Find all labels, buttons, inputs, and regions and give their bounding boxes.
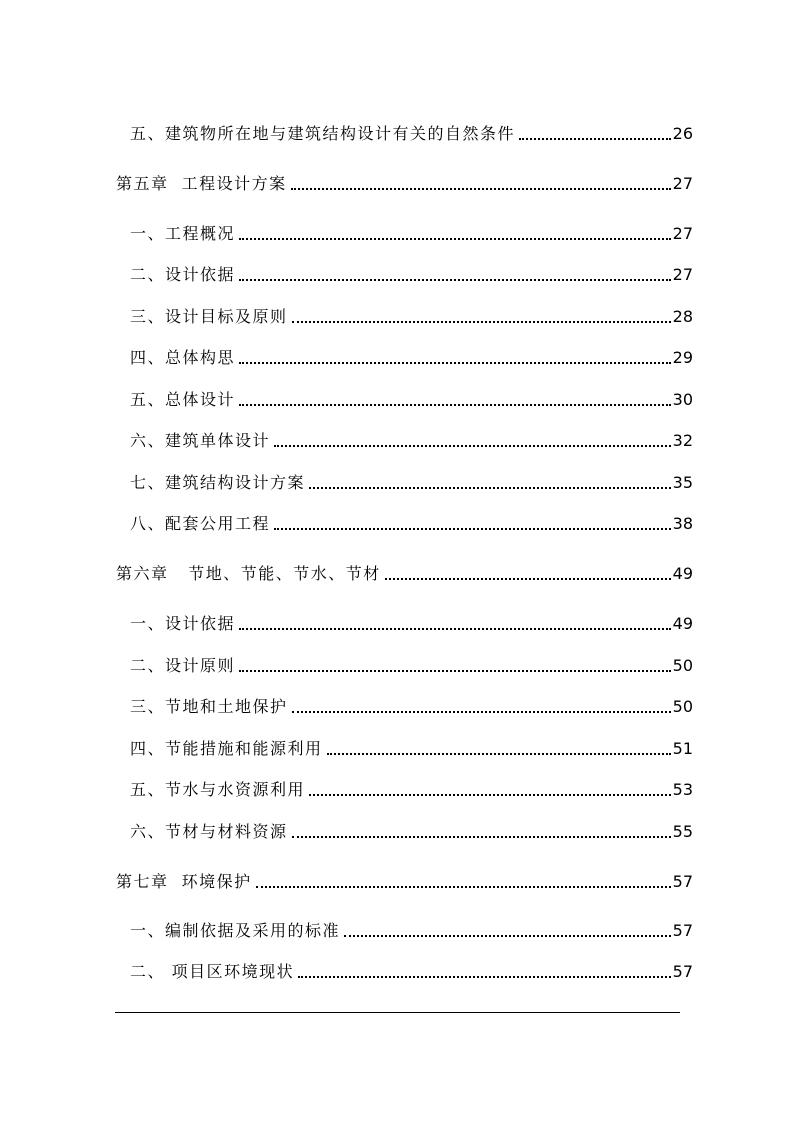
toc-entry-title: 三、设计目标及原则: [130, 307, 288, 326]
toc-entry[interactable]: [130, 917, 693, 941]
toc-entry[interactable]: [130, 693, 693, 717]
toc-entry[interactable]: [130, 427, 693, 451]
toc-entry-title: 八、配套公用工程: [130, 514, 271, 533]
toc-entry-page: 57: [672, 921, 693, 940]
dot-leader: [239, 362, 671, 364]
dot-leader: [327, 753, 671, 755]
toc-entry[interactable]: [130, 386, 693, 410]
dot-leader: [239, 279, 671, 281]
toc-entry-page: 57: [672, 872, 693, 891]
toc-chapter-entry[interactable]: [116, 868, 693, 892]
toc-entry-title: 二、设计原则: [130, 656, 236, 675]
dot-leader: [292, 711, 671, 713]
toc-entry-title: 二、 项目区环境现状: [130, 962, 295, 981]
dot-leader: [309, 487, 671, 489]
toc-entry-title: 二、设计依据: [130, 265, 236, 284]
toc-entry-title: 一、编制依据及采用的标准: [130, 921, 341, 940]
toc-entry[interactable]: [130, 610, 693, 634]
toc-entry-title: 六、建筑单体设计: [130, 431, 271, 450]
toc-entry-title: 五、建筑物所在地与建筑结构设计有关的自然条件: [130, 124, 516, 143]
toc-entry[interactable]: [130, 261, 693, 285]
toc-entry-title: 一、设计依据: [130, 614, 236, 633]
toc-entry-page: 28: [672, 307, 693, 326]
toc-entry-title: 六、节材与材料资源: [130, 822, 288, 841]
toc-entry[interactable]: [130, 652, 693, 676]
dot-leader: [239, 670, 671, 672]
dot-leader: [256, 886, 671, 888]
toc-entry-title: 三、节地和土地保护: [130, 697, 288, 716]
toc-entry-page: 27: [672, 224, 693, 243]
toc-entry[interactable]: [130, 958, 693, 982]
toc-entry[interactable]: [130, 344, 693, 368]
toc-entry-page: 51: [672, 739, 693, 758]
dot-leader: [344, 935, 671, 937]
footer-divider: [115, 1012, 680, 1013]
toc-entry-title: 第六章 节地、节能、节水、节材: [116, 564, 381, 583]
toc-chapter-entry[interactable]: [116, 560, 693, 584]
toc-entry-page: 50: [672, 697, 693, 716]
dot-leader: [292, 321, 671, 323]
dot-leader: [292, 836, 671, 838]
dot-leader: [239, 238, 671, 240]
toc-entry-title: 第五章 工程设计方案: [116, 174, 287, 193]
toc-entry-title: 五、节水与水资源利用: [130, 780, 306, 799]
toc-entry-page: 53: [672, 780, 693, 799]
toc-entry-page: 29: [672, 348, 693, 367]
toc-entry-page: 49: [672, 564, 693, 583]
toc-entry-title: 四、节能措施和能源利用: [130, 739, 323, 758]
toc-entry-page: 35: [672, 473, 693, 492]
dot-leader: [239, 628, 671, 630]
toc-entry[interactable]: [130, 776, 693, 800]
toc-entry-page: 49: [672, 614, 693, 633]
dot-leader: [309, 794, 671, 796]
toc-entry[interactable]: [130, 735, 693, 759]
toc-entry-page: 38: [672, 514, 693, 533]
toc-entry-page: 57: [672, 962, 693, 981]
toc-entry-title: 第七章 环境保护: [116, 872, 252, 891]
toc-entry-title: 七、建筑结构设计方案: [130, 473, 306, 492]
toc-entry-title: 四、总体构思: [130, 348, 236, 367]
dot-leader: [274, 528, 671, 530]
toc-entry-page: 32: [672, 431, 693, 450]
toc-entry[interactable]: [130, 120, 693, 144]
toc-entry-page: 26: [672, 124, 693, 143]
toc-entry-title: 五、总体设计: [130, 390, 236, 409]
toc-entry-page: 55: [672, 822, 693, 841]
toc-chapter-entry[interactable]: [116, 170, 693, 194]
dot-leader: [519, 138, 671, 140]
dot-leader: [274, 445, 671, 447]
toc-entry[interactable]: [130, 303, 693, 327]
toc-entry-page: 50: [672, 656, 693, 675]
toc-entry[interactable]: [130, 818, 693, 842]
dot-leader: [239, 404, 671, 406]
dot-leader: [298, 976, 671, 978]
toc-entry-page: 30: [672, 390, 693, 409]
toc-entry-page: 27: [672, 174, 693, 193]
toc-entry[interactable]: [130, 510, 693, 534]
dot-leader: [291, 188, 671, 190]
toc-entry[interactable]: [130, 220, 693, 244]
toc-entry[interactable]: [130, 469, 693, 493]
dot-leader: [385, 578, 671, 580]
toc-entry-page: 27: [672, 265, 693, 284]
toc-entry-title: 一、工程概况: [130, 224, 236, 243]
